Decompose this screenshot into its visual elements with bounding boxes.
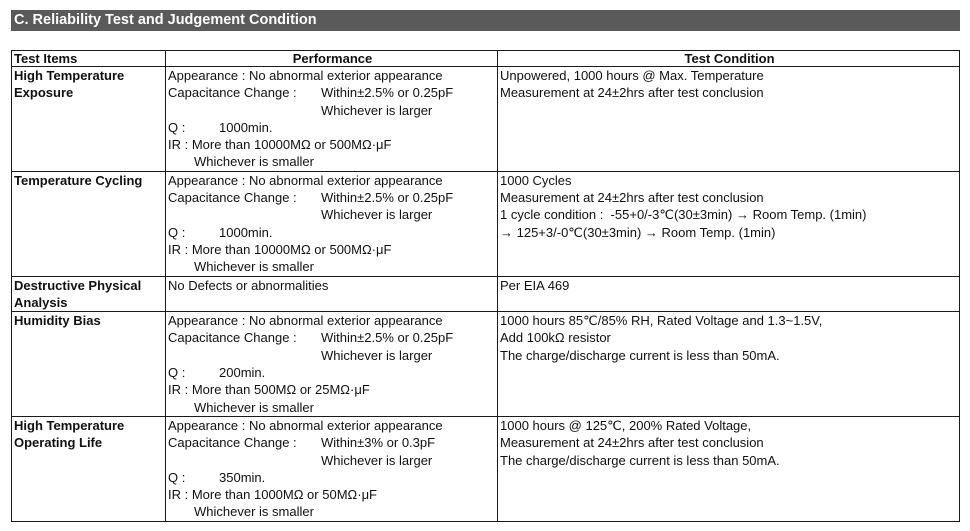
capacitance-label: Capacitance Change :	[168, 435, 297, 451]
condition-line: Measurement at 24±2hrs after test conclusion	[500, 190, 764, 206]
appearance-criterion: Appearance : No abnormal exterior appearance	[168, 68, 443, 83]
capacitance-criterion	[168, 84, 497, 101]
capacitance-label: Capacitance Change :	[168, 190, 297, 206]
appearance-criterion: Appearance : No abnormal exterior appearance	[168, 313, 443, 329]
ir-criterion: IR : More than 1000MΩ or 50MΩ·μF	[168, 487, 377, 503]
test-item-name: High Temperature	[14, 417, 125, 433]
performance-cell	[166, 67, 498, 172]
test-item-name: Analysis	[14, 294, 68, 310]
condition-line: Add 100kΩ resistor	[500, 330, 611, 346]
capacitance-note: Whichever is larger	[321, 347, 433, 363]
test-item-name: High Temperature	[14, 68, 125, 83]
appearance-criterion: Appearance : No abnormal exterior appearance	[168, 172, 443, 188]
test-item-name: Destructive Physical	[14, 277, 142, 293]
q-value: 200min.	[219, 365, 266, 381]
condition-line: Unpowered, 1000 hours @ Max. Temperature	[500, 68, 764, 83]
capacitance-value: Within±2.5% or 0.25pF	[321, 85, 454, 101]
capacitance-note: Whichever is larger	[321, 452, 433, 468]
performance-cell	[166, 276, 498, 312]
performance-cell	[166, 416, 498, 521]
capacitance-value: Within±2.5% or 0.25pF	[321, 190, 454, 206]
header-test-condition: Test Condition	[498, 51, 960, 67]
condition-line: Per EIA 469	[500, 277, 570, 293]
capacitance-note: Whichever is larger	[321, 207, 433, 223]
q-label: Q :	[168, 469, 186, 485]
test-item-cell	[12, 312, 166, 417]
capacitance-criterion	[168, 329, 497, 346]
table-row	[12, 312, 960, 417]
condition-line: 1000 hours 85℃/85% RH, Rated Voltage and 1.3~1.5V,	[500, 313, 823, 329]
condition-line: 1 cycle condition : -55+0/-3℃(30±3min) → Room Temp. (1min)	[500, 207, 867, 223]
section-title: C. Reliability Test and Judgement Condition	[11, 10, 960, 31]
condition-line: The charge/discharge current is less than 50mA.	[500, 347, 780, 363]
ir-note: Whichever is smaller	[194, 399, 314, 415]
test-item-name: Humidity Bias	[14, 313, 101, 329]
ir-criterion: IR : More than 10000MΩ or 500MΩ·μF	[168, 241, 392, 257]
capacitance-note: Whichever is larger	[321, 102, 433, 118]
ir-criterion: IR : More than 10000MΩ or 500MΩ·μF	[168, 137, 392, 153]
q-label: Q :	[168, 119, 186, 135]
test-item-name: Operating Life	[14, 435, 103, 451]
capacitance-label: Capacitance Change :	[168, 330, 297, 346]
appearance-criterion: Appearance : No abnormal exterior appearance	[168, 417, 443, 433]
q-criterion	[168, 224, 497, 241]
test-item-name: Exposure	[14, 85, 74, 101]
ir-note: Whichever is smaller	[194, 504, 314, 520]
header-performance: Performance	[166, 51, 498, 67]
condition-line: Measurement at 24±2hrs after test conclusion	[500, 85, 764, 101]
test-item-name: Temperature Cycling	[14, 172, 143, 188]
q-criterion	[168, 364, 497, 381]
test-item-cell	[12, 276, 166, 312]
q-label: Q :	[168, 224, 186, 240]
q-value: 1000min.	[219, 224, 273, 240]
performance-cell	[166, 171, 498, 276]
condition-line: → 125+3/-0℃(30±3min) → Room Temp. (1min)	[500, 224, 776, 240]
capacitance-value: Within±2.5% or 0.25pF	[321, 330, 454, 346]
table-row	[12, 416, 960, 521]
capacitance-criterion	[168, 189, 497, 206]
capacitance-value: Within±3% or 0.3pF	[321, 435, 436, 451]
test-item-cell	[12, 171, 166, 276]
test-item-cell	[12, 67, 166, 172]
condition-cell	[498, 171, 960, 276]
capacitance-label: Capacitance Change :	[168, 85, 297, 101]
condition-line: 1000 hours @ 125℃, 200% Rated Voltage,	[500, 417, 752, 433]
condition-cell	[498, 67, 960, 172]
condition-line: The charge/discharge current is less than 50mA.	[500, 452, 780, 468]
condition-cell	[498, 416, 960, 521]
table-row	[12, 171, 960, 276]
ir-note: Whichever is smaller	[194, 259, 314, 275]
performance-text: No Defects or abnormalities	[168, 277, 329, 293]
q-criterion	[168, 469, 497, 486]
table-header-row	[12, 51, 960, 67]
capacitance-criterion	[168, 434, 497, 451]
condition-line: 1000 Cycles	[500, 172, 572, 188]
table-row	[12, 276, 960, 312]
table-row	[12, 67, 960, 172]
test-item-cell	[12, 416, 166, 521]
ir-note: Whichever is smaller	[194, 154, 314, 170]
q-value: 350min.	[219, 469, 266, 485]
q-value: 1000min.	[219, 119, 273, 135]
q-label: Q :	[168, 365, 186, 381]
condition-cell	[498, 276, 960, 312]
reliability-table	[11, 50, 960, 522]
condition-line: Measurement at 24±2hrs after test conclusion	[500, 435, 764, 451]
condition-cell	[498, 312, 960, 417]
performance-cell	[166, 312, 498, 417]
header-test-items: Test Items	[12, 51, 166, 67]
ir-criterion: IR : More than 500MΩ or 25MΩ·μF	[168, 382, 370, 398]
q-criterion	[168, 119, 497, 136]
